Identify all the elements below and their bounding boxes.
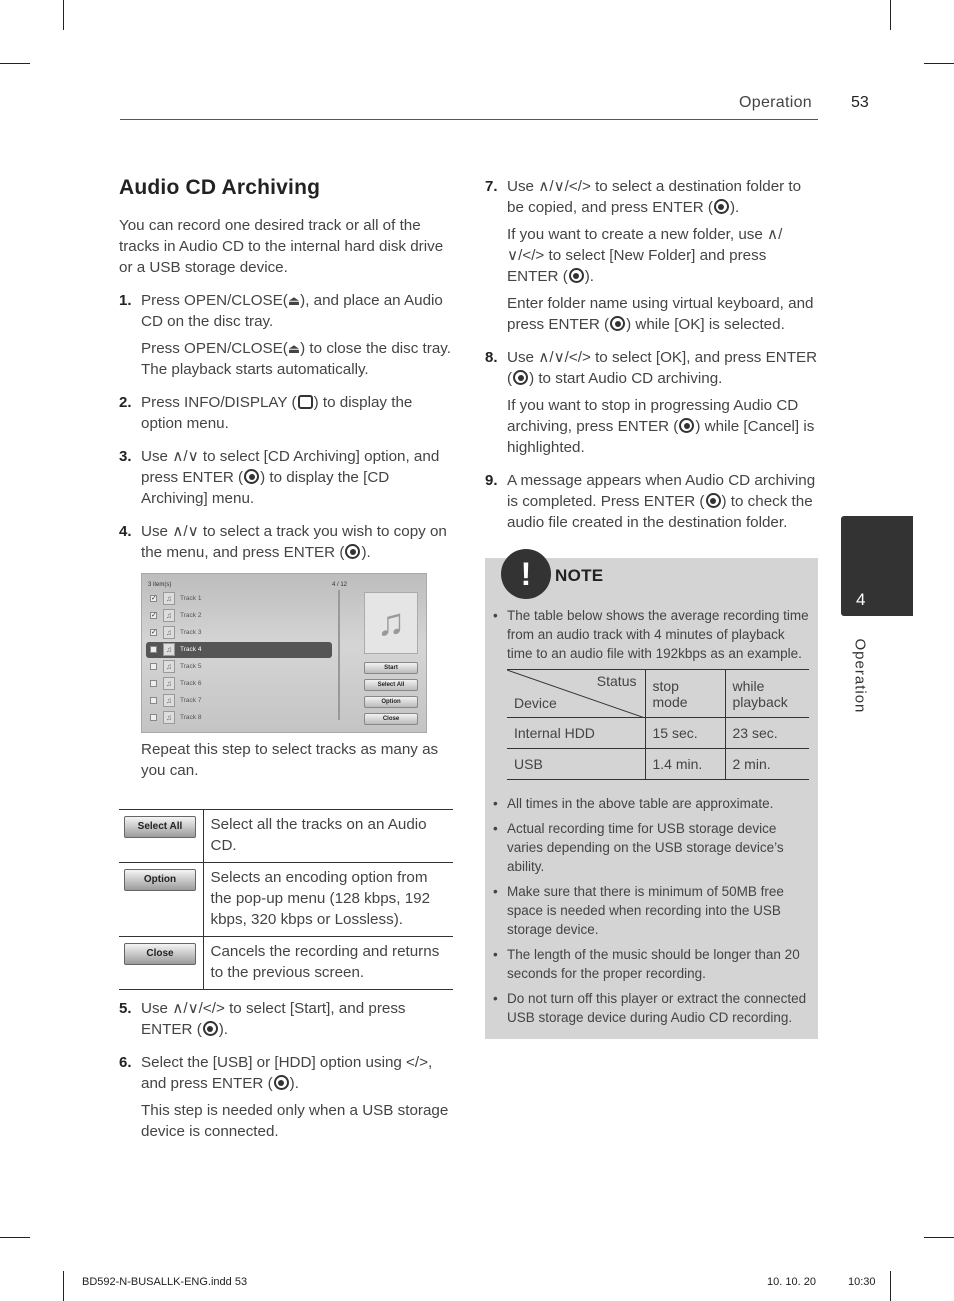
exclamation-icon: ! — [501, 549, 551, 599]
music-note-icon: ♫ — [163, 626, 175, 639]
table-cell: 23 sec. — [725, 718, 809, 749]
track-row[interactable] — [146, 676, 332, 692]
note-bullet: • Make sure that there is minimum of 50MB free space is needed when recording into the USB storage device. — [493, 882, 810, 939]
music-note-icon: ♫ — [163, 660, 175, 673]
step-8 — [485, 347, 819, 458]
step-5 — [119, 998, 453, 1040]
step-9 — [485, 470, 819, 533]
note-label: NOTE — [555, 566, 604, 585]
table-cell — [119, 810, 203, 863]
music-note-icon: ♫ — [163, 711, 175, 724]
recording-time-table — [507, 669, 809, 780]
item-count: 3 item(s) — [148, 582, 172, 588]
step-number: 6. — [119, 1054, 132, 1071]
footer-date: 10. 10. 20 — [767, 1276, 816, 1288]
table-cell — [119, 937, 203, 990]
page-number: 53 — [851, 94, 869, 111]
option-button[interactable]: Option — [124, 869, 196, 891]
step-number: 9. — [485, 472, 498, 489]
crop-mark — [0, 63, 30, 64]
crop-mark — [890, 1271, 891, 1301]
table-cell: 15 sec. — [645, 718, 725, 749]
eject-icon: ⏏ — [287, 293, 301, 308]
music-note-icon: ♫ — [364, 592, 418, 654]
step-4 — [119, 521, 453, 781]
step-number: 5. — [119, 1000, 132, 1017]
scrollbar[interactable] — [338, 590, 340, 720]
step-text: This step is needed only when a USB storage device is connected. — [141, 1102, 449, 1140]
step-text: ) to display the [CD Archiving] menu. — [141, 469, 390, 507]
step-text: ) to display the option menu. — [141, 394, 413, 432]
crop-mark — [0, 1237, 30, 1238]
button-description-table — [119, 809, 453, 990]
enter-icon — [513, 370, 528, 385]
table-cell: Internal HDD — [507, 718, 645, 749]
step-number: 3. — [119, 448, 132, 465]
track-label: Track 3 — [180, 629, 202, 636]
step-text: Use ∧/∨ to select [CD Archiving] option, and press ENTER ( — [141, 448, 440, 486]
step-text: ) while [OK] is selected. — [626, 316, 785, 333]
music-note-icon: ♫ — [163, 643, 175, 656]
track-label: Track 8 — [180, 714, 202, 721]
crop-mark — [63, 0, 64, 30]
step-text: Use ∧/∨ to select a track you wish to copy on the menu, and press ENTER ( — [141, 523, 447, 561]
step-text: ). — [289, 1075, 299, 1092]
table-row — [507, 718, 809, 749]
checkbox[interactable]: ✓ — [151, 629, 157, 636]
enter-icon — [569, 268, 584, 283]
device-header: Device — [514, 695, 557, 711]
track-label: Track 1 — [180, 595, 202, 602]
enter-icon — [244, 469, 259, 484]
enter-icon — [274, 1075, 289, 1090]
left-column — [119, 176, 453, 1142]
track-row-selected[interactable] — [146, 642, 332, 658]
step-6 — [119, 1052, 453, 1142]
step-text: If you want to stop in progressing Audio CD archiving, press ENTER ( — [507, 397, 799, 435]
step-7 — [485, 176, 819, 335]
checkbox[interactable] — [150, 680, 157, 687]
step-number: 8. — [485, 349, 498, 366]
track-row[interactable] — [146, 659, 332, 675]
note-bullet: • All times in the above table are approximate. — [493, 794, 810, 813]
note-box — [485, 558, 818, 1039]
table-row — [119, 863, 453, 937]
table-row — [507, 749, 809, 780]
cd-archiving-screenshot — [141, 573, 427, 733]
enter-icon — [203, 1021, 218, 1036]
close-button[interactable]: Close — [124, 943, 196, 965]
step-text: Use ∧/∨/</> to select a destination folder to be copied, and press ENTER ( — [507, 178, 802, 216]
table-cell: Select all the tracks on an Audio CD. — [203, 810, 453, 863]
table-cell: USB — [507, 749, 645, 780]
page-title: Audio CD Archiving — [119, 176, 321, 199]
step-text: ) while [Cancel] is highlighted. — [507, 418, 815, 456]
note-bullet: • Do not turn off this player or extract the connected USB storage device during Audio CD recording. — [493, 989, 810, 1027]
select-all-button[interactable]: Select All — [124, 816, 196, 838]
checkbox[interactable]: ✓ — [151, 612, 157, 619]
chapter-number: 4 — [856, 590, 866, 609]
step-text: Use ∧/∨/</> to select [Start], and press ENTER ( — [141, 1000, 406, 1038]
track-label: Track 4 — [180, 646, 202, 653]
music-note-icon: ♫ — [163, 694, 175, 707]
step-text: ). — [218, 1021, 229, 1038]
enter-icon — [345, 544, 360, 559]
step-text: A message appears when Audio CD archiving is completed. Press ENTER ( — [507, 472, 816, 510]
step-text: Press OPEN/CLOSE( — [141, 292, 288, 309]
step-text: Press OPEN/CLOSE( — [141, 340, 288, 357]
track-row[interactable] — [146, 693, 332, 709]
table-header-row — [507, 670, 809, 718]
music-note-icon: ♫ — [163, 592, 175, 605]
info-display-icon — [298, 395, 313, 409]
close-button[interactable]: Close — [364, 713, 418, 725]
checkbox[interactable]: ✓ — [151, 595, 157, 602]
footer-filename: BD592-N-BUSALLK-ENG.indd 53 — [82, 1276, 248, 1288]
checkbox[interactable] — [150, 697, 157, 704]
table-header-cell: while playback — [725, 670, 809, 718]
table-row — [119, 810, 453, 863]
step-number: 2. — [119, 394, 132, 411]
track-label: Track 7 — [180, 697, 202, 704]
enter-icon — [706, 493, 721, 508]
header-rule — [120, 119, 818, 120]
table-cell: 1.4 min. — [645, 749, 725, 780]
step-1 — [119, 290, 453, 380]
crop-mark — [890, 0, 891, 30]
table-cell — [119, 863, 203, 937]
enter-icon — [679, 418, 694, 433]
crop-mark — [63, 1271, 64, 1301]
option-button[interactable]: Option — [364, 696, 418, 708]
table-cell: 2 min. — [725, 749, 809, 780]
track-label: Track 2 — [180, 612, 202, 619]
track-label: Track 6 — [180, 680, 202, 687]
step-text: Press INFO/DISPLAY ( — [141, 394, 297, 411]
track-row[interactable] — [146, 625, 332, 641]
table-cell: Selects an encoding option from the pop-up menu (128 kbps, 192 kbps, 320 kbps or Lossless). — [203, 863, 453, 937]
checkbox[interactable] — [150, 663, 157, 670]
enter-icon — [714, 199, 729, 214]
checkbox[interactable] — [150, 714, 157, 721]
header-section: Operation — [739, 94, 812, 111]
step-text: Use ∧/∨/</> to select [OK], and press ENTER ( — [507, 349, 818, 387]
table-cell: Cancels the recording and returns to the previous screen. — [203, 937, 453, 990]
step-2 — [119, 392, 453, 434]
table-row — [119, 937, 453, 990]
crop-mark — [924, 63, 954, 64]
note-bullet: • Actual recording time for USB storage device varies depending on the USB storage device’s ability. — [493, 819, 810, 876]
step-number: 7. — [485, 178, 498, 195]
music-note-icon: ♫ — [163, 609, 175, 622]
right-column — [485, 176, 819, 1039]
music-note-icon: ♫ — [163, 677, 175, 690]
step-text: If you want to create a new folder, use ∧/∨/</> to select [New Folder] and press ENTER ( — [507, 226, 783, 285]
footer-time: 10:30 — [848, 1276, 876, 1288]
step-number: 4. — [119, 523, 132, 540]
step-text: Select the [USB] or [HDD] option using </>, and press ENTER ( — [141, 1054, 433, 1092]
step-text: ) to check the audio file created in the destination folder. — [507, 493, 813, 531]
step-text: ) to close the disc tray. The playback starts automatically. — [141, 340, 451, 378]
eject-icon: ⏏ — [287, 341, 301, 356]
crop-mark — [924, 1237, 954, 1238]
chapter-tab — [841, 516, 913, 616]
step-text: ) to start Audio CD archiving. — [529, 370, 723, 387]
step-text: ), and place an Audio CD on the disc tray. — [141, 292, 443, 330]
chapter-label: Operation — [851, 638, 869, 714]
step-text: ). — [361, 544, 371, 561]
select-all-button[interactable]: Select All — [364, 679, 418, 691]
status-header: Status — [596, 673, 637, 689]
note-bullet: • The length of the music should be longer than 20 seconds for the proper recording. — [493, 945, 810, 983]
track-label: Track 5 — [180, 663, 202, 670]
enter-icon — [610, 316, 625, 331]
intro-text: You can record one desired track or all of the tracks in Audio CD to the internal hard disk drive or a USB storage device. — [119, 217, 444, 276]
note-bullet: • The table below shows the average recording time from an audio track with 4 minutes of playback time to an audio file with 192kbps as an example. — [493, 606, 810, 663]
step-text: ). — [729, 199, 740, 216]
start-button[interactable]: Start — [364, 662, 418, 674]
step-text: Enter folder name using virtual keyboard, and press ENTER ( — [507, 295, 814, 333]
step-text: Repeat this step to select tracks as many as you can. — [141, 741, 439, 779]
step-number: 1. — [119, 292, 132, 309]
page-indicator: 4 / 12 — [332, 582, 348, 588]
table-cell — [507, 670, 645, 718]
checkbox[interactable] — [150, 646, 157, 653]
table-header-cell: stop mode — [645, 670, 725, 718]
track-row[interactable] — [146, 608, 332, 624]
note-header — [493, 558, 810, 606]
step-text: ). — [584, 268, 595, 285]
step-3 — [119, 446, 453, 509]
track-row[interactable] — [146, 591, 332, 607]
track-row[interactable] — [146, 710, 332, 726]
